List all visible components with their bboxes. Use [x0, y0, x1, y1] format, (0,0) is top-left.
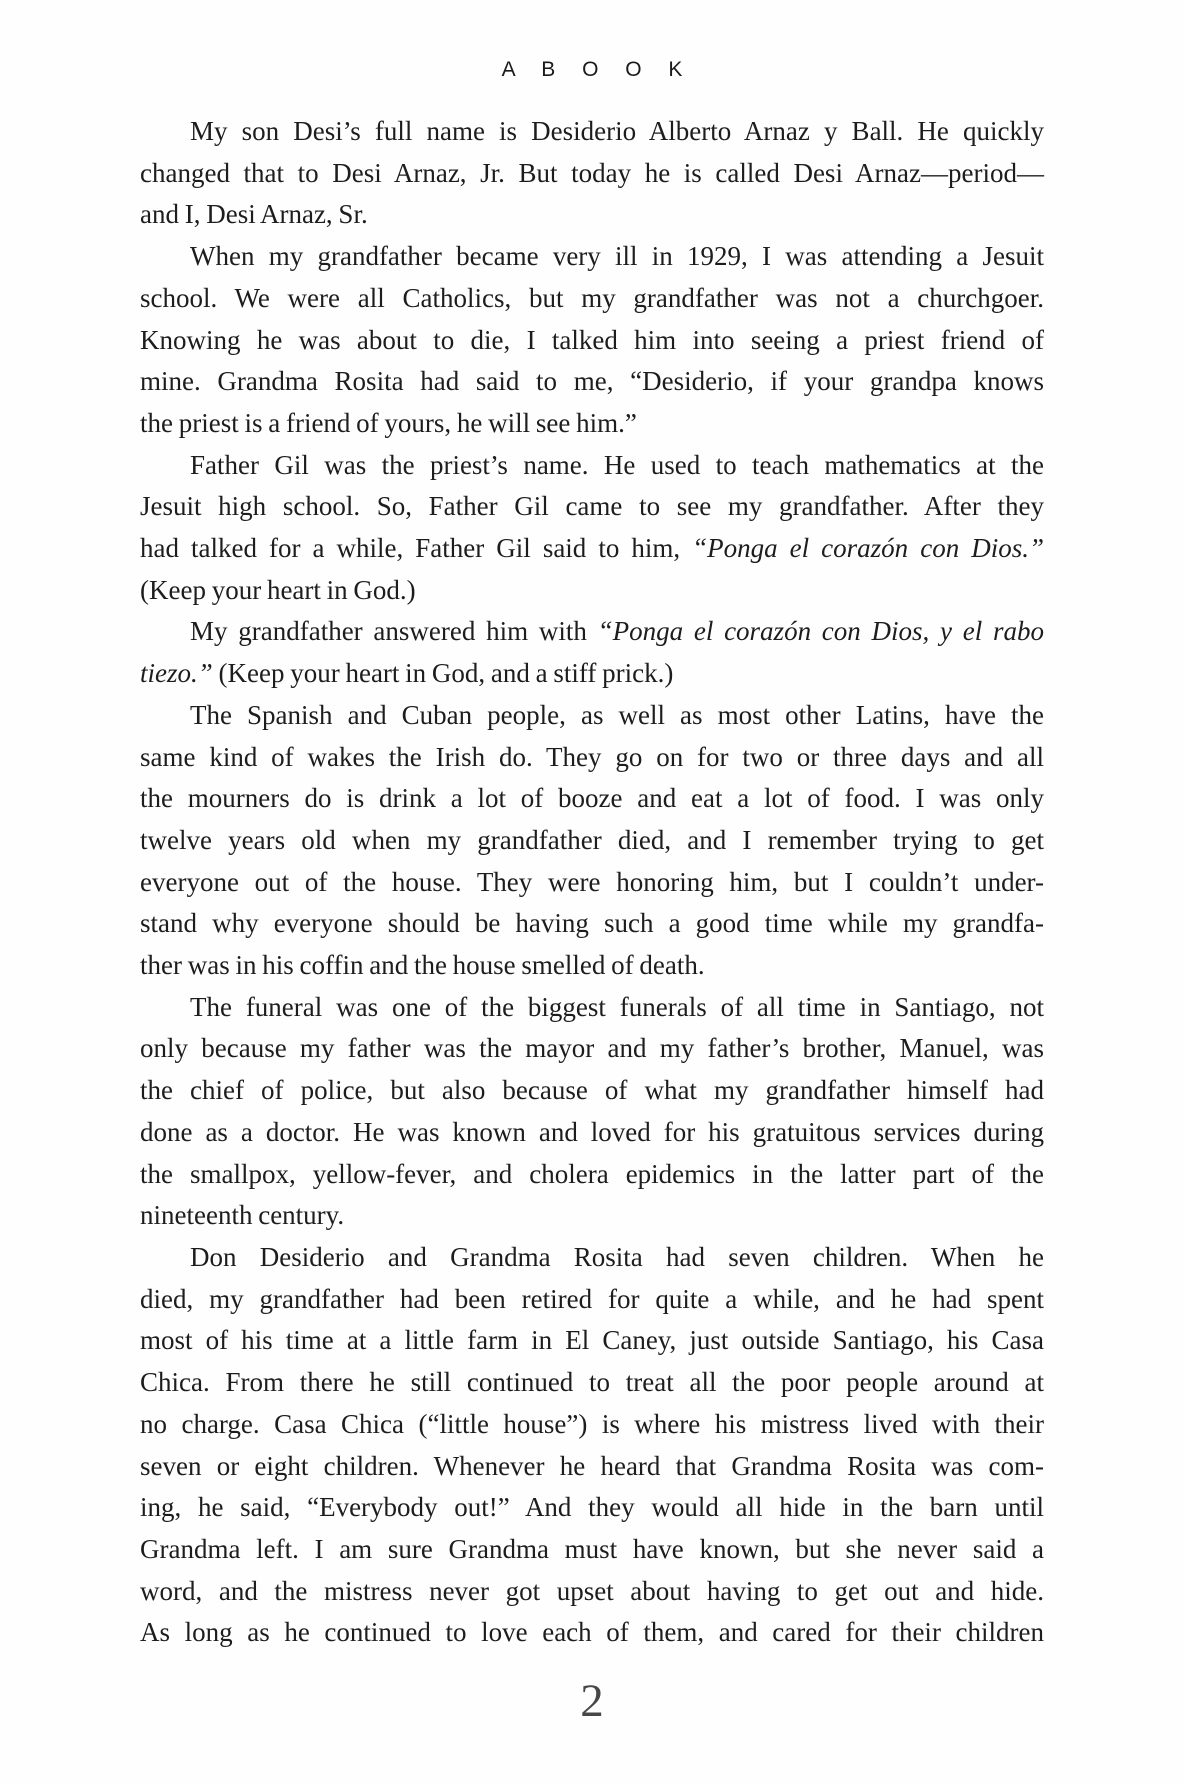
text-segment: had talked for a while, Father Gil said to him,: [140, 533, 693, 564]
text-segment: only because my father was the mayor and my father’s brother, Manuel, was: [140, 1033, 1044, 1064]
text-line: [140, 737, 1044, 779]
text-segment: died, my grandfather had been retired for quite a while, and he had spent: [140, 1283, 1044, 1314]
text-line: [140, 653, 1044, 695]
text-line: [140, 778, 1044, 820]
text-segment: nineteenth century.: [140, 1200, 345, 1231]
text-line: [140, 987, 1044, 1029]
text-line: [140, 1571, 1044, 1613]
text-segment: everyone out of the house. They were honoring him, but I couldn’t under-: [140, 866, 1044, 897]
text-segment: My son Desi’s full name is Desiderio Alberto Arnaz y Ball. He quickly: [190, 116, 1044, 146]
text-segment: the chief of police, but also because of what my grandfather himself had: [140, 1075, 1044, 1106]
text-segment: and I, Desi Arnaz, Sr.: [140, 199, 368, 230]
text-line: [140, 445, 1044, 487]
page-body: [140, 111, 1044, 1654]
text-segment: Don Desiderio and Grandma Rosita had seven children. When he: [190, 1241, 1044, 1272]
text-segment: My grandfather answered him with: [190, 616, 598, 647]
text-segment: As long as he continued to love each of them, and cared for their children: [140, 1617, 1044, 1648]
text-line: [140, 695, 1044, 737]
text-line: [140, 278, 1044, 320]
text-line: [140, 903, 1044, 945]
page-number: 2: [580, 1675, 604, 1727]
text-segment: Father Gil was the priest’s name. He used to teach mathematics at the: [190, 449, 1044, 480]
text-line: [140, 528, 1044, 570]
text-line: [140, 1195, 1044, 1237]
text-segment: changed that to Desi Arnaz, Jr. But today he is called Desi Arnaz—period—: [140, 157, 1044, 188]
text-segment: school. We were all Catholics, but my grandfather was not a churchgoer.: [140, 282, 1044, 313]
text-line: [140, 111, 1044, 153]
text-segment: ing, he said, “Everybody out!” And they would all hide in the barn until: [140, 1492, 1044, 1523]
text-segment: (Keep your heart in God, and a stiff prick.): [212, 658, 674, 689]
text-line: [140, 1446, 1044, 1488]
italic-phrase: “Ponga el corazón con Dios.”: [692, 533, 1044, 564]
text-segment: twelve years old when my grandfather died, and I remember trying to get: [140, 824, 1044, 855]
text-segment: When my grandfather became very ill in 1929, I was attending a Jesuit: [190, 241, 1044, 272]
text-segment: most of his time at a little farm in El Caney, just outside Santiago, his Casa: [140, 1325, 1044, 1356]
text-line: [140, 1154, 1044, 1196]
text-line: [140, 320, 1044, 362]
text-line: [140, 403, 1044, 445]
text-line: [140, 236, 1044, 278]
text-segment: the priest is a friend of yours, he will see him.”: [140, 407, 637, 438]
text-line: [140, 153, 1044, 195]
text-line: [140, 1028, 1044, 1070]
text-line: [140, 945, 1044, 987]
text-line: [140, 1529, 1044, 1571]
text-line: [140, 1279, 1044, 1321]
text-line: [140, 1112, 1044, 1154]
text-segment: seven or eight children. Whenever he heard that Grandma Rosita was com-: [140, 1450, 1044, 1481]
running-head: A B O O K: [501, 58, 690, 81]
text-line: [140, 1237, 1044, 1279]
text-line: [140, 194, 1044, 236]
text-segment: Knowing he was about to die, I talked him into seeing a priest friend of: [140, 324, 1044, 355]
text-line: [140, 1362, 1044, 1404]
text-segment: stand why everyone should be having such a good time while my grandfa-: [140, 908, 1044, 939]
text-line: [140, 1070, 1044, 1112]
text-line: [140, 1320, 1044, 1362]
text-segment: no charge. Casa Chica (“little house”) is where his mistress lived with their: [140, 1408, 1044, 1439]
text-segment: ther was in his coffin and the house smelled of death.: [140, 950, 705, 981]
text-line: [140, 486, 1044, 528]
text-line: [140, 611, 1044, 653]
italic-phrase: tiezo.”: [140, 658, 213, 689]
text-segment: mine. Grandma Rosita had said to me, “Desiderio, if your grandpa knows: [140, 366, 1044, 397]
text-segment: The Spanish and Cuban people, as well as most other Latins, have the: [190, 699, 1044, 730]
text-segment: done as a doctor. He was known and loved for his gratuitous services during: [140, 1116, 1044, 1147]
text-segment: word, and the mistress never got upset about having to get out and hide.: [140, 1575, 1044, 1606]
text-line: [140, 820, 1044, 862]
text-line: [140, 570, 1044, 612]
text-line: [140, 862, 1044, 904]
text-segment: (Keep your heart in God.): [140, 574, 416, 605]
text-segment: Jesuit high school. So, Father Gil came to see my grandfather. After they: [140, 491, 1044, 522]
text-segment: Grandma left. I am sure Grandma must have known, but she never said a: [140, 1533, 1044, 1564]
text-line: [140, 1612, 1044, 1654]
text-segment: the smallpox, yellow-fever, and cholera epidemics in the latter part of the: [140, 1158, 1044, 1189]
text-segment: the mourners do is drink a lot of booze and eat a lot of food. I was only: [140, 783, 1044, 814]
text-line: [140, 361, 1044, 403]
text-segment: The funeral was one of the biggest funerals of all time in Santiago, not: [190, 991, 1044, 1022]
italic-phrase: “Ponga el corazón con Dios, y el rabo: [597, 616, 1044, 647]
text-segment: Chica. From there he still continued to treat all the poor people around at: [140, 1367, 1044, 1398]
text-line: [140, 1487, 1044, 1529]
text-line: [140, 1404, 1044, 1446]
text-segment: same kind of wakes the Irish do. They go on for two or three days and all: [140, 741, 1044, 772]
